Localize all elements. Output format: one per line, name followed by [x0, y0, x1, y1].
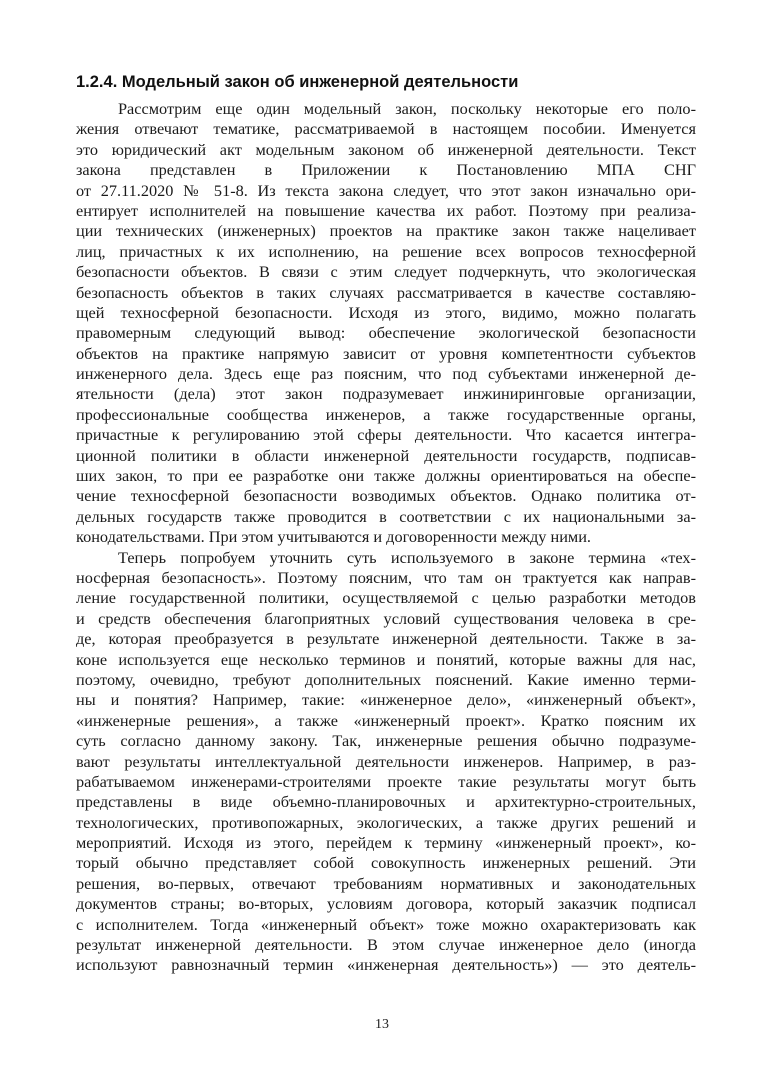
page-number: 13 [375, 1017, 389, 1032]
text-line: носферная безопасность». Поэтому поясним, что там он трактуется как направ- [76, 567, 696, 587]
text-line: щей техносферной безопасности. Исходя из этого, видимо, можно полагать [76, 302, 696, 322]
paragraph [76, 99, 696, 548]
text-line: мероприятий. Исходя из этого, перейдем к термину «инженерный проект», ко- [76, 833, 696, 853]
text-line: вают результаты интеллектуальной деятельности инженеров. Например, в раз- [76, 751, 696, 771]
text-line: документов страны; во-вторых, условиям договора, который заказчик подписал [76, 894, 696, 914]
text-line: безопасность объектов в таких случаях рассматривается в качестве составляю- [76, 282, 696, 302]
section-heading: 1.2.4. Модельный закон об инженерной деятельности [76, 73, 519, 91]
paragraph [76, 548, 696, 976]
text-line: торый обычно представляет собой совокупность инженерных решений. Эти [76, 853, 696, 873]
text-line: используют равнозначный термин «инженерная деятельность») — это деятель- [76, 955, 696, 975]
text-line: инженерного дела. Здесь еще раз поясним, что под субъектами инженерной де- [76, 364, 696, 384]
text-line: с исполнителем. Тогда «инженерный объект» тоже можно охарактеризовать как [76, 914, 696, 934]
text-line: Рассмотрим еще один модельный закон, поскольку некоторые его поло- [118, 99, 696, 118]
text-line: причастные к регулированию этой сферы деятельности. Что касается интегра- [76, 425, 696, 445]
text-line: Теперь попробуем уточнить суть используемого в законе термина «тех- [118, 547, 696, 567]
text-line: конодательствами. При этом учитываются и договоренности между ними. [76, 527, 591, 547]
text-line: закона представлен в Приложении к Постановлению МПА СНГ [76, 160, 696, 180]
text-line: лиц, причастных к их исполнению, на решение всех вопросов техносферной [76, 241, 696, 261]
text-line: дельных государств также проводится в соответствии с их национальными за- [76, 506, 696, 526]
text-line: ятельности (дела) этот закон подразумевает инжиниринговые организации, [76, 384, 696, 404]
text-line: суть согласно данному закону. Так, инженерные решения обычно подразуме- [76, 731, 696, 751]
text-line: чение техносферной безопасности возводимых объектов. Однако политика от- [76, 486, 696, 506]
text-line: профессиональные сообщества инженеров, а также государственные органы, [76, 404, 696, 424]
text-line: де, которая преобразуется в результате инженерной деятельности. Также в за- [76, 629, 696, 649]
text-line: ентирует исполнителей на повышение качества их работ. Поэтому при реализа- [76, 200, 696, 220]
text-line: представлены в виде объемно-планировочных и архитектурно-строительных, [76, 792, 696, 812]
text-line: поэтому, очевидно, требуют дополнительных пояснений. Какие именно терми- [76, 669, 696, 689]
text-line: от 27.11.2020 № 51-8. Из текста закона следует, что этот закон изначально ори- [76, 180, 696, 200]
text-line: технологических, противопожарных, экологических, а также других решений и [76, 812, 696, 832]
text-line: результат инженерной деятельности. В этом случае инженерное дело (иногда [76, 935, 696, 955]
text-line: рабатываемом инженерами-строителями проекте такие результаты могут быть [76, 771, 696, 791]
text-line: жения отвечают тематике, рассматриваемой в настоящем пособии. Именуется [76, 119, 696, 139]
text-line: и средств обеспечения благоприятных условий существования человека в сре- [76, 608, 696, 628]
text-line: безопасности объектов. В связи с этим следует подчеркнуть, что экологическая [76, 262, 696, 282]
text-line: ших закон, то при ее разработке они также должны ориентироваться на обеспе- [76, 466, 696, 486]
text-line: ционной политики в области инженерной деятельности государств, подписав- [76, 445, 696, 465]
text-line: «инженерные решения», а также «инженерный проект». Кратко поясним их [76, 710, 696, 730]
body-text [76, 99, 696, 976]
text-line: объектов на практике напрямую зависит от уровня компетентности субъектов [76, 343, 696, 363]
text-line: коне используется еще несколько терминов и понятий, которые важны для нас, [76, 649, 696, 669]
text-line: правомерным следующий вывод: обеспечение экологической безопасности [76, 323, 696, 343]
text-line: решения, во-первых, отвечают требованиям нормативных и законодательных [76, 873, 696, 893]
text-line: ции технических (инженерных) проектов на практике закон также нацеливает [76, 221, 696, 241]
text-line: ление государственной политики, осуществляемой с целью разработки методов [76, 588, 696, 608]
text-line: ны и понятия? Например, такие: «инженерное дело», «инженерный объект», [76, 690, 696, 710]
text-line: это юридический акт модельным законом об инженерной деятельности. Текст [76, 139, 696, 159]
